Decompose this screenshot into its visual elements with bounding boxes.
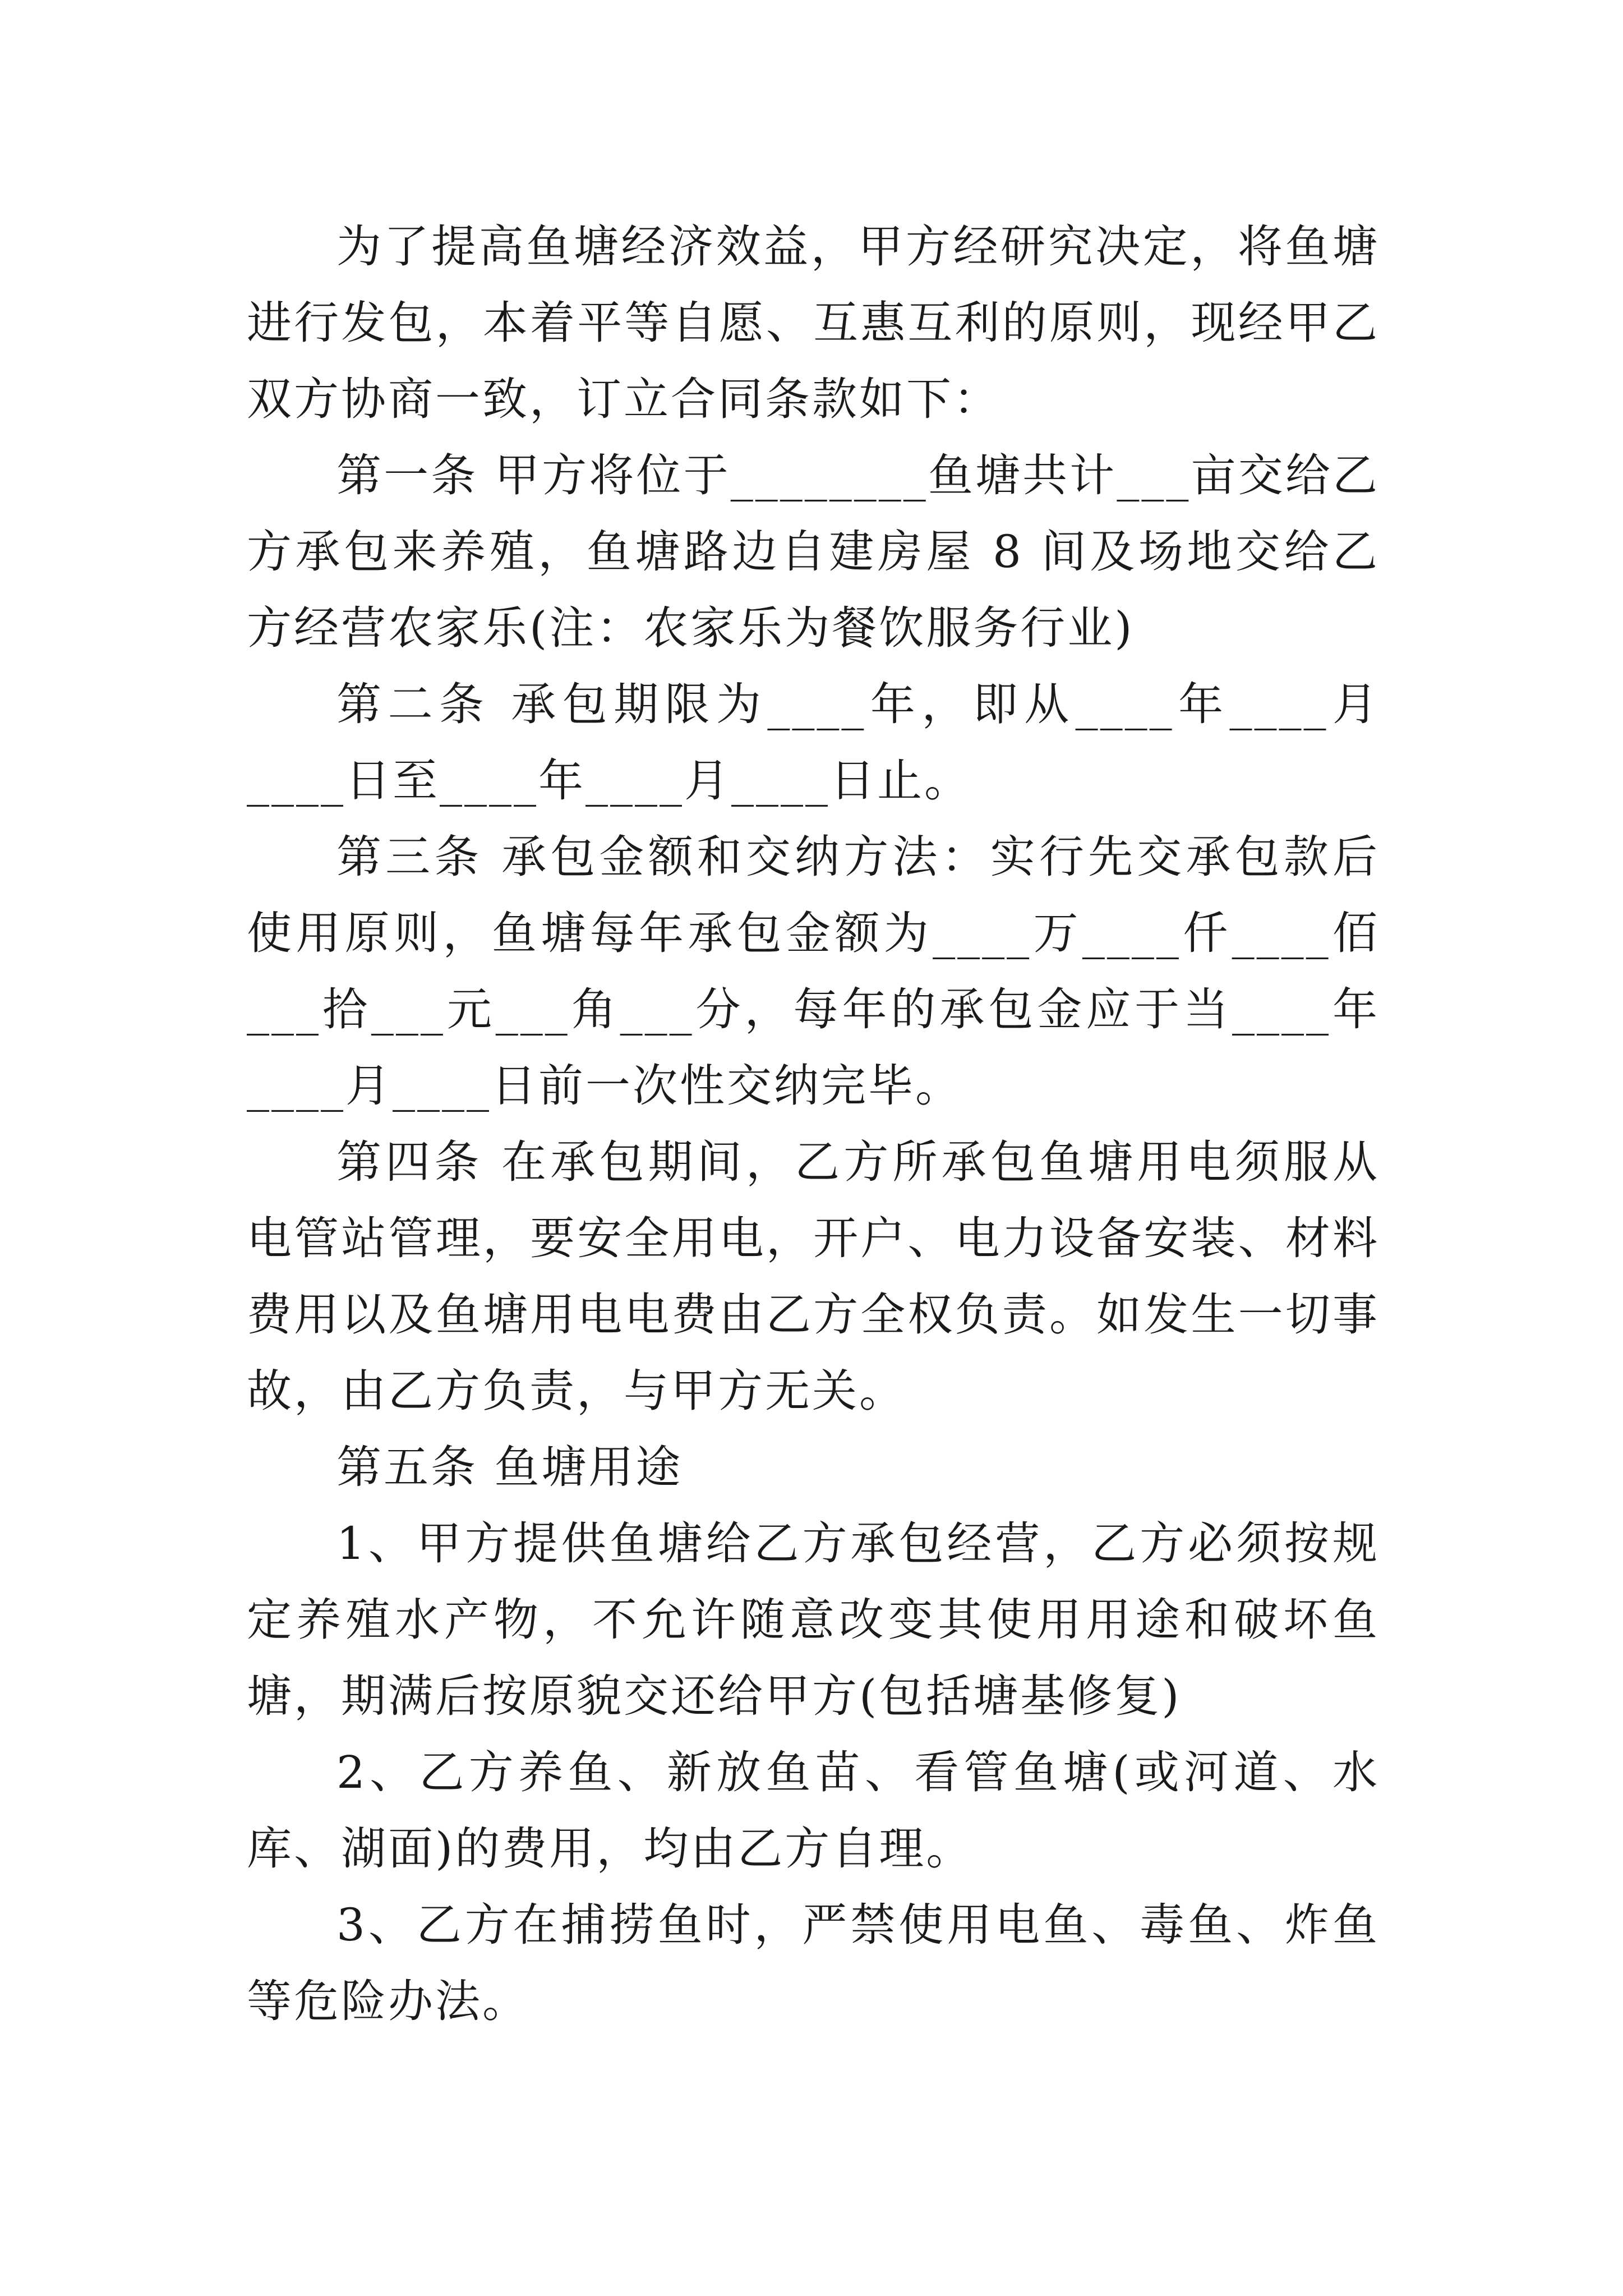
paragraph-intro: 为了提高鱼塘经济效益，甲方经研究决定，将鱼塘进行发包，本着平等自愿、互惠互利的原则，现经甲乙双方协商一致，订立合同条款如下： xyxy=(247,220,1380,425)
paragraph-article-5-item-1: 1、甲方提供鱼塘给乙方承包经营，乙方必须按规定养殖水产物，不允许随意改变其使用用途和破坏鱼塘，期满后按原貌交还给甲方(包括塘基修复) xyxy=(247,1517,1380,1722)
paragraph-article-5-item-2: 2、乙方养鱼、新放鱼苗、看管鱼塘(或河道、水库、湖面)的费用，均由乙方自理。 xyxy=(247,1746,1380,1875)
contract-body xyxy=(247,209,1380,2040)
paragraph-article-3: 第三条 承包金额和交纳方法：实行先交承包款后使用原则，鱼塘每年承包金额为____万____仟____佰___拾___元___角___分，每年的承包金应于当____年____月____日前一次性交纳完毕。 xyxy=(247,831,1380,1112)
paragraph-article-5-heading: 第五条 鱼塘用途 xyxy=(336,1441,683,1493)
paragraph-article-4: 第四条 在承包期间，乙方所承包鱼塘用电须服从电管站管理，要安全用电，开户、电力设备安装、材料费用以及鱼塘用电电费由乙方全权负责。如发生一切事故，由乙方负责，与甲方无关。 xyxy=(247,1136,1380,1417)
paragraph-article-5-item-3: 3、乙方在捕捞鱼时，严禁使用电鱼、毒鱼、炸鱼等危险办法。 xyxy=(247,1899,1380,2027)
paragraph-article-2: 第二条 承包期限为____年，即从____年____月____日至____年____月____日止。 xyxy=(247,678,1380,807)
paragraph-article-1: 第一条 甲方将位于________鱼塘共计___亩交给乙方承包来养殖，鱼塘路边自建房屋 8 间及场地交给乙方经营农家乐(注：农家乐为餐饮服务行业) xyxy=(247,449,1380,654)
